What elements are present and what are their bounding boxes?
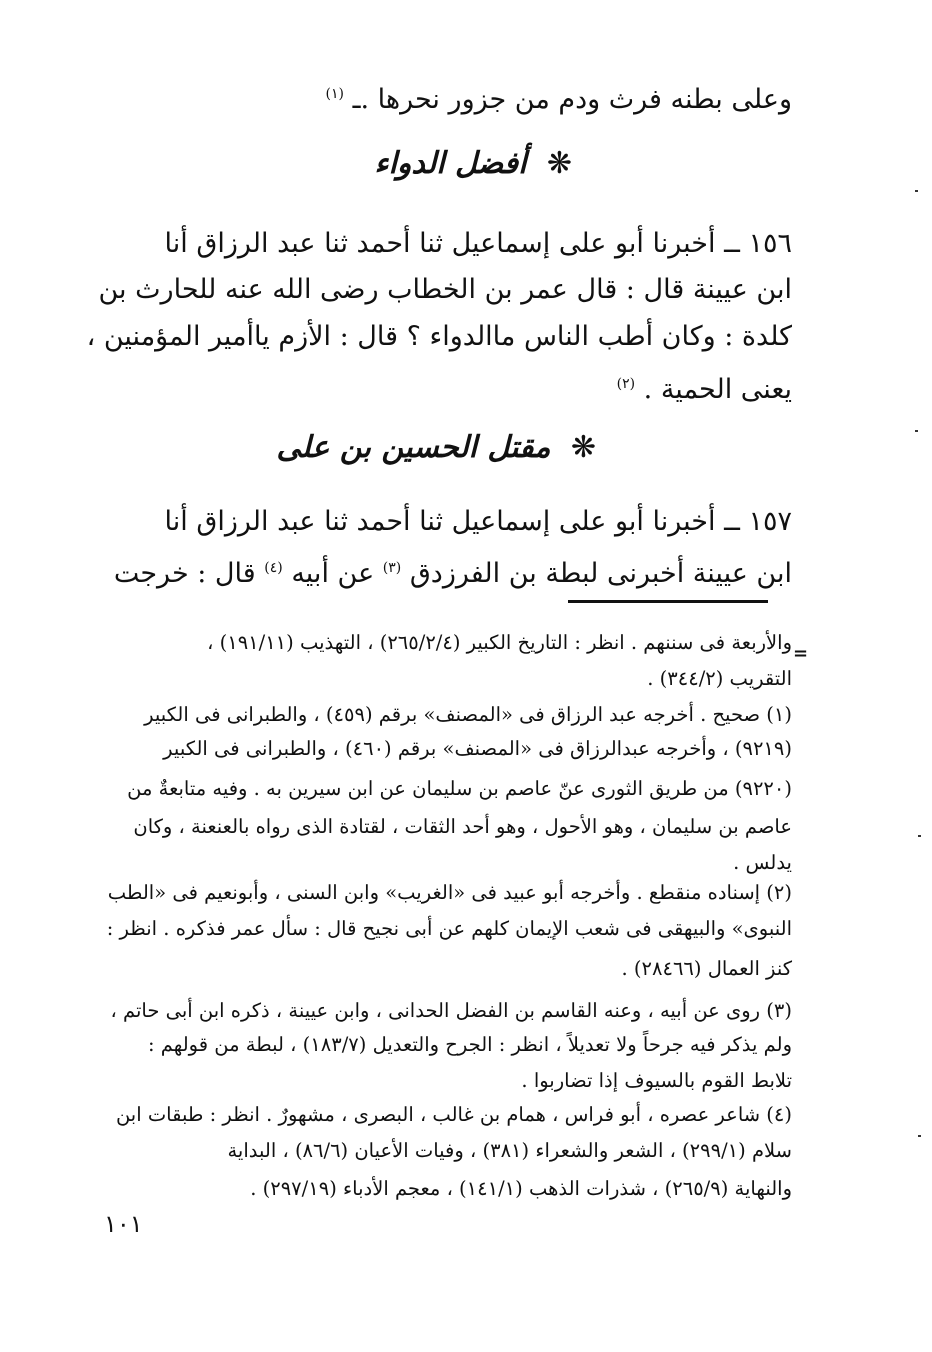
flower-ornament-icon: ❋ — [546, 146, 572, 181]
footnote-line: (٩٢١٩) ، وأخرجه عبدالرزاق فى «المصنف» برقم (٤٦٠) ، والطبرانى فى الكبير — [163, 737, 792, 760]
footnote-line: كنز العمال (٢٨٤٦٦) . — [621, 957, 792, 980]
para-157-line-2 — [114, 546, 792, 596]
para-156-line-3: كلدة : وكان أطب الناس ماالدواء ؟ قال : الأزم ياأمير المؤمنين ، — [86, 321, 792, 352]
flower-ornament-icon: ❋ — [570, 430, 596, 465]
footnote-line: (٩٢٢٠) من طريق الثورى عنّ عاصم بن سليمان عن ابن سيرين به . وفيه متابعةٌ من — [127, 777, 792, 800]
page-number: ١٠١ — [104, 1210, 143, 1238]
footnote-line: (٣) روى عن أبيه ، وعنه القاسم بن الفضل الحدانى ، وابن عيينة ، ذكره ابن أبى حاتم ، — [110, 999, 792, 1022]
footnote-line: يدلس . — [733, 851, 792, 874]
para-156-line-2: ابن عيينة قال : قال عمر بن الخطاب رضى الله عنه للحارث بن — [98, 274, 792, 305]
para-156-line-4-text: يعنى الحمية . — [643, 374, 792, 405]
footnote-line: والنهاية (٢٦٥/٩) ، شذرات الذهب (١٤١/١) ، معجم الأدباء (٢٩٧/١٩) . — [250, 1177, 792, 1200]
footnote-line: ولم يذكر فيه جرحاً ولا تعديلاً ، انظر : الجرح والتعديل (١٨٣/٧) ، لبطة من قولهم : — [147, 1033, 792, 1056]
continuation-mark: = — [793, 643, 809, 664]
footnote-line: التقريب (٣٤٤/٢) . — [647, 667, 792, 690]
footnote-line: والأربعة فى سننهم . انظر : التاريخ الكبير (٢٦٥/٢/٤) ، التهذيب (١٩١/١١) ، — [207, 631, 792, 654]
para-156-line-1: ١٥٦ ــ أخبرنا أبو على إسماعيل ثنا أحمد ثنا عبد الرزاق أنا — [164, 228, 792, 259]
footnote-divider — [568, 600, 768, 603]
footnote-line: النبوى» والبيهقى فى شعب الإيمان كلهم عن أبى نجيح قال : سأل عمر فذكره . انظر : — [106, 917, 792, 940]
para-157-line-2-b: عن أبيه — [291, 558, 375, 589]
section-heading-title: مقتل الحسين بن على — [276, 430, 551, 465]
section-heading-title: أفضل الدواء — [374, 146, 527, 181]
scan-speck — [918, 1135, 921, 1137]
poem-line-text: وعلى بطنه فرث ودم من جزور نحرها .ـ — [352, 84, 792, 115]
para-156-footnote-ref: (٢) — [616, 376, 636, 392]
scan-speck — [915, 430, 918, 432]
footnote-line: عاصم بن سليمان ، وهو الأحول ، وهو أحد الثقات ، لقتادة الذى رواه بالعنعنة ، وكان — [133, 815, 792, 838]
para-157-line-2-c: قال : خرجت — [113, 558, 256, 589]
scan-speck — [915, 190, 918, 192]
para-156-line-4 — [617, 362, 792, 412]
section-heading-husayn — [277, 430, 596, 465]
footnote-line: (١) صحيح . أخرجه عبد الرزاق فى «المصنف» برقم (٤٥٩) ، والطبرانى فى الكبير — [144, 703, 792, 726]
para-157-footnote-ref-4: (٤) — [264, 560, 283, 576]
scan-speck — [918, 835, 921, 837]
footnote-line: تلابط القوم بالسيوف إذا تضاربوا . — [521, 1069, 792, 1092]
poem-line — [326, 72, 793, 122]
footnote-line: (٤) شاعر عصره ، أبو فراس ، همام بن غالب ، البصرى ، مشهورٌ . انظر : طبقات ابن — [115, 1103, 792, 1126]
para-157-line-2-a: ابن عيينة أخبرنى لبطة بن الفرزدق — [409, 558, 792, 589]
poem-footnote-ref: (١) — [325, 86, 344, 102]
para-157-line-1: ١٥٧ ــ أخبرنا أبو على إسماعيل ثنا أحمد ثنا عبد الرزاق أنا — [164, 506, 792, 537]
footnote-line: (٢) إسناده منقطع . وأخرجه أبو عبيد فى «الغريب» وابن السنى ، وأبونعيم فى «الطب — [107, 881, 792, 904]
section-heading-best-medicine — [374, 146, 572, 181]
footnote-line: سلام (٢٩٩/١) ، الشعر والشعراء (٣٨١) ، وفيات الأعيان (٨٦/٦) ، البداية — [227, 1139, 792, 1162]
para-157-footnote-ref-3: (٣) — [382, 560, 402, 576]
